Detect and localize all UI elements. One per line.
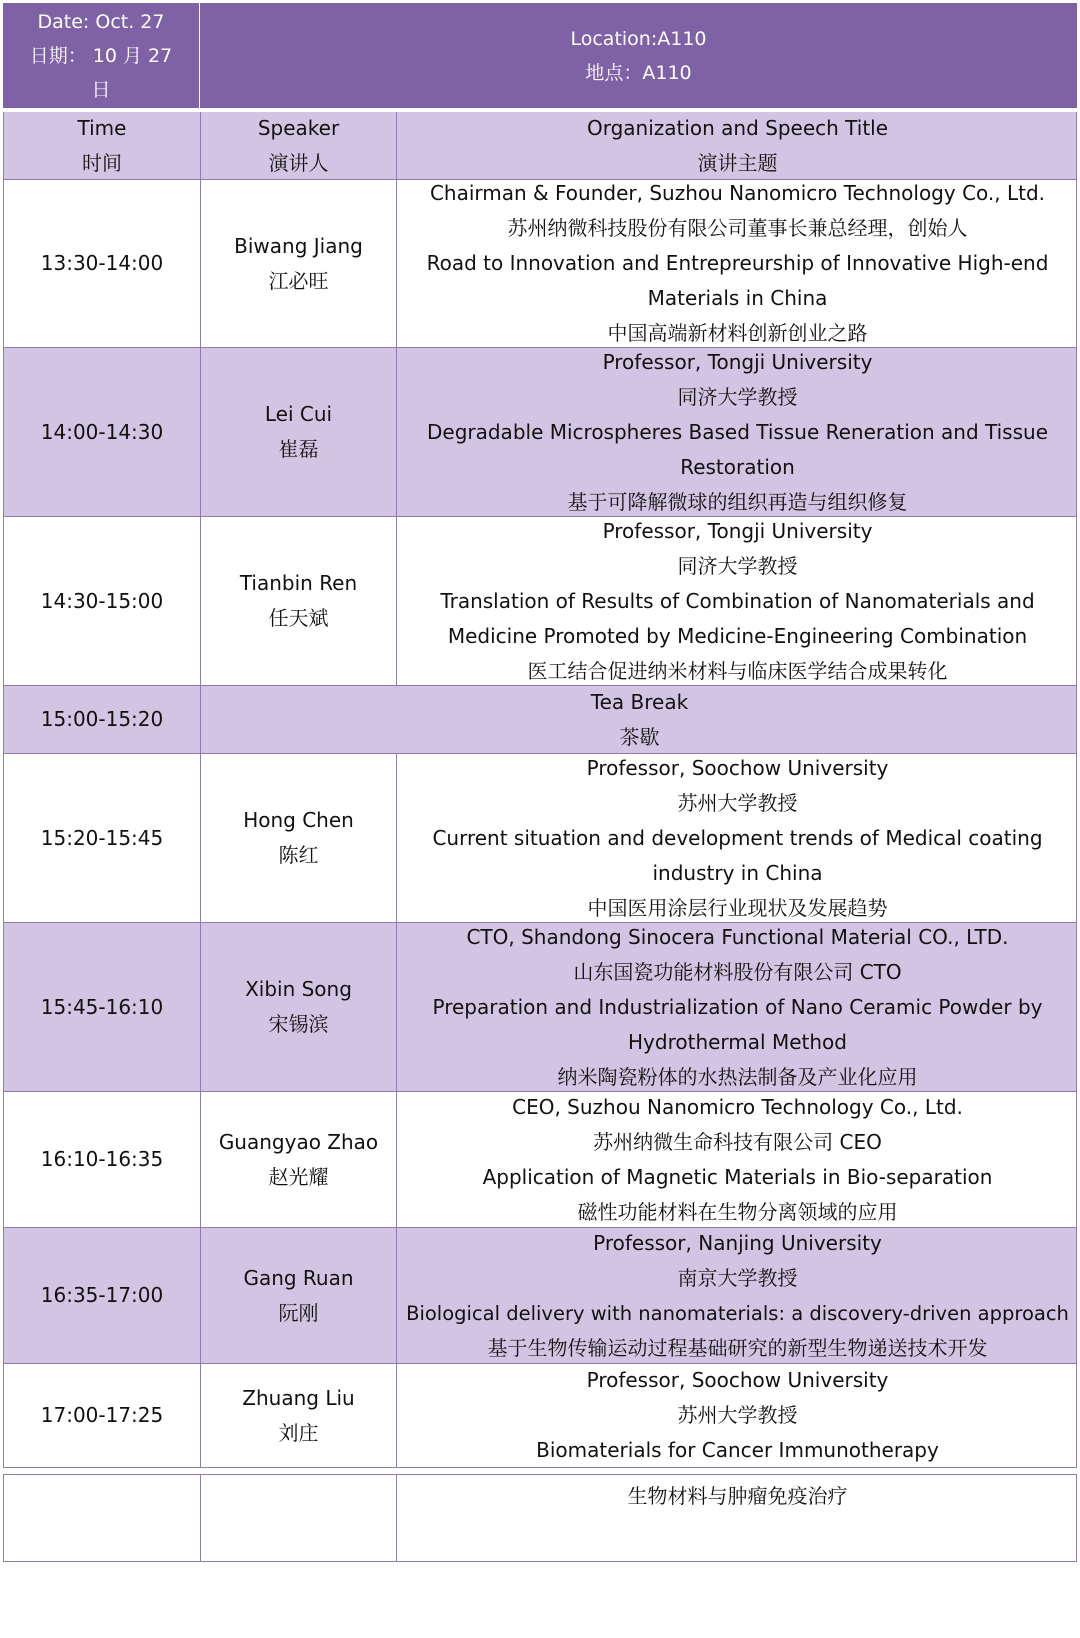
speaker-cn: 陈红 — [278, 843, 319, 867]
title-line: 中国医用涂层行业现状及发展趋势 — [587, 895, 888, 920]
col-speaker — [201, 112, 397, 179]
speaker-en: Biwang Jiang — [234, 233, 363, 258]
org-cell — [397, 923, 1078, 1091]
time-text: 16:35-17:00 — [40, 1283, 164, 1307]
title-line: 生物材料与肿瘤免疫治疗 — [627, 1484, 848, 1508]
org-line: 苏州纳微生命科技有限公司 CEO — [593, 1129, 882, 1154]
title-line: 中国高端新材料创新创业之路 — [607, 321, 868, 345]
org-cell — [397, 754, 1078, 922]
time-cell — [4, 923, 201, 1091]
org-cell — [397, 1228, 1078, 1363]
table-row — [3, 517, 1077, 686]
time-cell — [4, 1092, 201, 1227]
table-row — [3, 754, 1077, 923]
col-time-cn: 时间 — [82, 150, 122, 175]
date-chinese-cont: 日 — [91, 79, 111, 101]
org-line: Professor, Tongji University — [602, 518, 873, 543]
title-line: Application of Magnetic Materials in Bio-separation — [482, 1164, 993, 1189]
org-cell — [397, 1475, 1078, 1561]
title-line: Materials in China — [647, 286, 828, 310]
org-line: Chairman & Founder, Suzhou Nanomicro Technology Co., Ltd. — [429, 181, 1046, 205]
title-line: 医工结合促进纳米材料与临床医学结合成果转化 — [527, 658, 948, 683]
table-row — [3, 1092, 1077, 1228]
speaker-cell — [201, 1364, 397, 1467]
org-cell — [397, 1092, 1078, 1227]
title-line: Degradable Microspheres Based Tissue Reneration and Tissue — [426, 419, 1048, 444]
date-cell — [3, 3, 200, 108]
org-line: 苏州大学教授 — [677, 790, 798, 815]
org-line: 苏州大学教授 — [677, 1403, 798, 1427]
col-org-en: Organization and Speech Title — [586, 115, 889, 140]
title-line: Hydrothermal Method — [628, 1029, 847, 1054]
break-cn: 茶歇 — [619, 724, 660, 749]
title-line: Current situation and development trends of Medical coating — [432, 825, 1043, 850]
title-line: Biomaterials for Cancer Immunotherapy — [536, 1438, 939, 1462]
speaker-en: Hong Chen — [243, 808, 354, 832]
org-cell — [397, 180, 1078, 347]
continuation-row — [3, 1474, 1077, 1562]
time-cell — [4, 180, 201, 347]
speaker-en: Guangyao Zhao — [218, 1129, 379, 1154]
title-line: 磁性功能材料在生物分离领域的应用 — [577, 1199, 898, 1224]
col-org — [397, 112, 1078, 179]
speaker-cell — [201, 348, 397, 516]
time-cell — [4, 1364, 201, 1467]
speaker-en: Gang Ruan — [243, 1265, 354, 1290]
col-time — [4, 112, 201, 179]
title-line: 基于生物传输运动过程基础研究的新型生物递送技术开发 — [487, 1335, 988, 1360]
speaker-cn: 江必旺 — [268, 268, 329, 293]
org-line: CEO, Suzhou Nanomicro Technology Co., Ltd. — [512, 1094, 963, 1119]
table-row — [3, 180, 1077, 348]
schedule-header — [3, 3, 1077, 108]
speaker-cell-empty — [201, 1475, 397, 1561]
location-cell — [200, 3, 1077, 108]
title-line: 纳米陶瓷粉体的水热法制备及产业化应用 — [557, 1064, 918, 1089]
date-english: Date: Oct. 27 — [37, 11, 165, 33]
speaker-cn: 任天斌 — [268, 606, 329, 630]
title-line: Medicine Promoted by Medicine-Engineering Combination — [447, 623, 1028, 648]
time-text: 16:10-16:35 — [40, 1147, 164, 1171]
location-chinese: 地点：A110 — [585, 61, 692, 84]
speaker-cn: 赵光耀 — [268, 1164, 329, 1189]
time-cell — [4, 754, 201, 922]
time-text: 13:30-14:00 — [40, 251, 164, 275]
speaker-en: Lei Cui — [264, 402, 333, 426]
org-line: Professor, Soochow University — [586, 755, 889, 780]
speaker-cn: 刘庄 — [278, 1420, 319, 1445]
speaker-en: Xibin Song — [245, 977, 352, 1001]
speaker-cell — [201, 923, 397, 1091]
table-row — [3, 923, 1077, 1092]
org-line: 同济大学教授 — [677, 553, 798, 578]
break-en: Tea Break — [590, 689, 689, 714]
title-line: Preparation and Industrialization of Nano Ceramic Powder by — [432, 994, 1043, 1019]
org-cell — [397, 348, 1078, 516]
table-row — [3, 348, 1077, 517]
speaker-cell — [201, 1228, 397, 1363]
time-text: 15:45-16:10 — [40, 994, 164, 1019]
speaker-cn: 宋锡滨 — [268, 1012, 329, 1036]
speaker-cell — [201, 754, 397, 922]
org-line: Professor, Soochow University — [586, 1368, 889, 1392]
date-chinese: 日期： 10 月 27 — [29, 45, 173, 67]
time-text: 17:00-17:25 — [40, 1403, 164, 1427]
org-cell — [397, 1364, 1078, 1467]
org-line: Professor, Nanjing University — [593, 1230, 882, 1255]
location-english: Location:A110 — [570, 27, 707, 50]
title-line: Translation of Results of Combination of Nanomaterials and — [440, 588, 1035, 613]
org-cell — [397, 517, 1078, 685]
org-line: 南京大学教授 — [677, 1265, 798, 1290]
time-cell — [4, 348, 201, 516]
title-line: 基于可降解微球的组织再造与组织修复 — [567, 489, 908, 514]
speaker-cell — [201, 180, 397, 347]
time-text: 14:30-15:00 — [40, 588, 164, 613]
col-org-cn: 演讲主题 — [697, 150, 778, 175]
org-line: CTO, Shandong Sinocera Functional Material CO., LTD. — [466, 924, 1009, 949]
title-line: industry in China — [652, 860, 823, 885]
speaker-cell — [201, 517, 397, 685]
tea-break-row — [3, 686, 1077, 754]
time-cell — [4, 686, 201, 753]
speaker-cell — [201, 1092, 397, 1227]
time-cell — [4, 1228, 201, 1363]
time-text: 15:20-15:45 — [40, 825, 164, 850]
speaker-cn: 崔磊 — [278, 437, 319, 461]
org-line: Professor, Tongji University — [602, 349, 873, 374]
org-line: 山东国瓷功能材料股份有限公司 CTO — [573, 959, 902, 984]
column-header-row — [3, 112, 1077, 180]
org-line: 同济大学教授 — [677, 384, 798, 409]
org-line: 苏州纳微科技股份有限公司董事长兼总经理，创始人 — [507, 216, 968, 240]
title-line: Road to Innovation and Entrepreurship of Innovative High-end — [426, 251, 1049, 275]
title-line: Biological delivery with nanomaterials: a discovery-driven approach — [406, 1301, 1069, 1325]
time-text: 14:00-14:30 — [40, 419, 164, 444]
time-cell-empty — [4, 1475, 201, 1561]
title-line: Restoration — [680, 454, 795, 479]
col-speaker-cn: 演讲人 — [268, 150, 329, 175]
speaker-en: Tianbin Ren — [239, 571, 358, 595]
break-cell — [201, 686, 1078, 753]
speaker-en: Zhuang Liu — [242, 1385, 355, 1410]
speaker-cn: 阮刚 — [278, 1300, 319, 1325]
col-speaker-en: Speaker — [257, 115, 340, 140]
table-row — [3, 1228, 1077, 1364]
table-row — [3, 1364, 1077, 1468]
time-text: 15:00-15:20 — [40, 707, 164, 731]
time-cell — [4, 517, 201, 685]
col-time-en: Time — [77, 115, 127, 140]
